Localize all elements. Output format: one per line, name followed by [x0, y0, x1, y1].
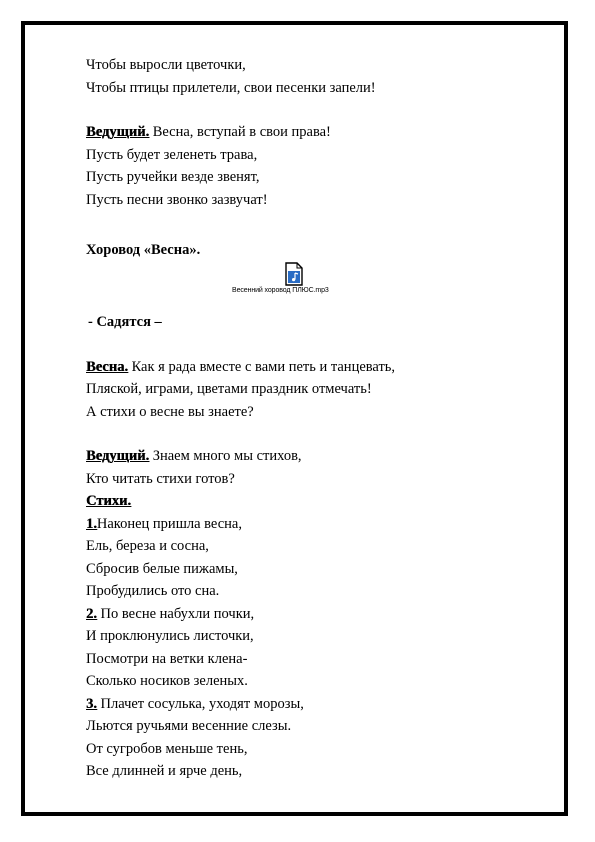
- poem-line: Ель, береза и сосна,: [86, 538, 209, 554]
- audio-attachment[interactable]: [86, 262, 526, 310]
- poem-line: Льются ручьями весенние слезы.: [86, 718, 292, 734]
- dialogue-text: Весна, вступай в свои права!: [149, 124, 331, 140]
- poem-line: Посмотри на ветки клена-: [86, 650, 248, 667]
- poem-line: Сколько носиков зеленых.: [86, 673, 248, 689]
- poem-line: Сбросив белые пижамы,: [86, 560, 238, 577]
- poem-line: [86, 693, 526, 716]
- poem-line: Пробудились ото сна.: [86, 583, 220, 599]
- text-line: А стихи о весне вы знаете?: [86, 403, 254, 420]
- poem-line: Все длинней и ярче день,: [86, 763, 243, 779]
- poem-line: И проклюнулись листочки,: [86, 628, 254, 644]
- poem-number: 2.: [86, 605, 97, 622]
- stage-direction: - Садятся –: [88, 313, 162, 330]
- poem-line: От сугробов меньше тень,: [86, 740, 248, 757]
- text-line: Чтобы выросли цветочки,: [86, 57, 246, 73]
- text-line: Пусть песни звонко зазвучат!: [86, 191, 268, 208]
- poem-line: [86, 603, 526, 626]
- poem-number: 1.: [86, 515, 97, 532]
- audio-file-icon[interactable]: [285, 262, 303, 286]
- dialogue-text: Знаем много мы стихов,: [149, 448, 302, 464]
- speaker-label: Весна.: [86, 358, 128, 375]
- poem-text: Плачет сосулька, уходят морозы,: [96, 695, 304, 712]
- dialogue-line: [86, 121, 526, 144]
- poems-heading: Стихи.: [86, 493, 131, 509]
- poem-line: [86, 513, 526, 536]
- poem-text: По весне набухли почки,: [96, 605, 255, 622]
- text-line: Пусть ручейки везде звенят,: [86, 169, 260, 185]
- attachment-filename[interactable]: Весенний хоровод ПЛЮС.mp3: [232, 286, 329, 294]
- document-body: [86, 54, 526, 783]
- dialogue-line: [86, 356, 526, 379]
- dialogue-text: Как я рада вместе с вами петь и танцевать,: [127, 358, 396, 375]
- text-line: Пляской, играми, цветами праздник отмечать!: [86, 381, 372, 397]
- speaker-label: Ведущий.: [86, 448, 150, 464]
- dance-heading: Хоровод «Весна».: [86, 242, 201, 258]
- speaker-label: Ведущий.: [86, 124, 150, 140]
- dialogue-line: [86, 445, 526, 468]
- poem-number: 3.: [86, 695, 97, 712]
- text-line: Чтобы птицы прилетели, свои песенки запели!: [86, 79, 376, 96]
- text-line: Кто читать стихи готов?: [86, 470, 235, 487]
- poem-text: Наконец пришла весна,: [96, 515, 242, 532]
- text-line: Пусть будет зеленеть трава,: [86, 146, 258, 163]
